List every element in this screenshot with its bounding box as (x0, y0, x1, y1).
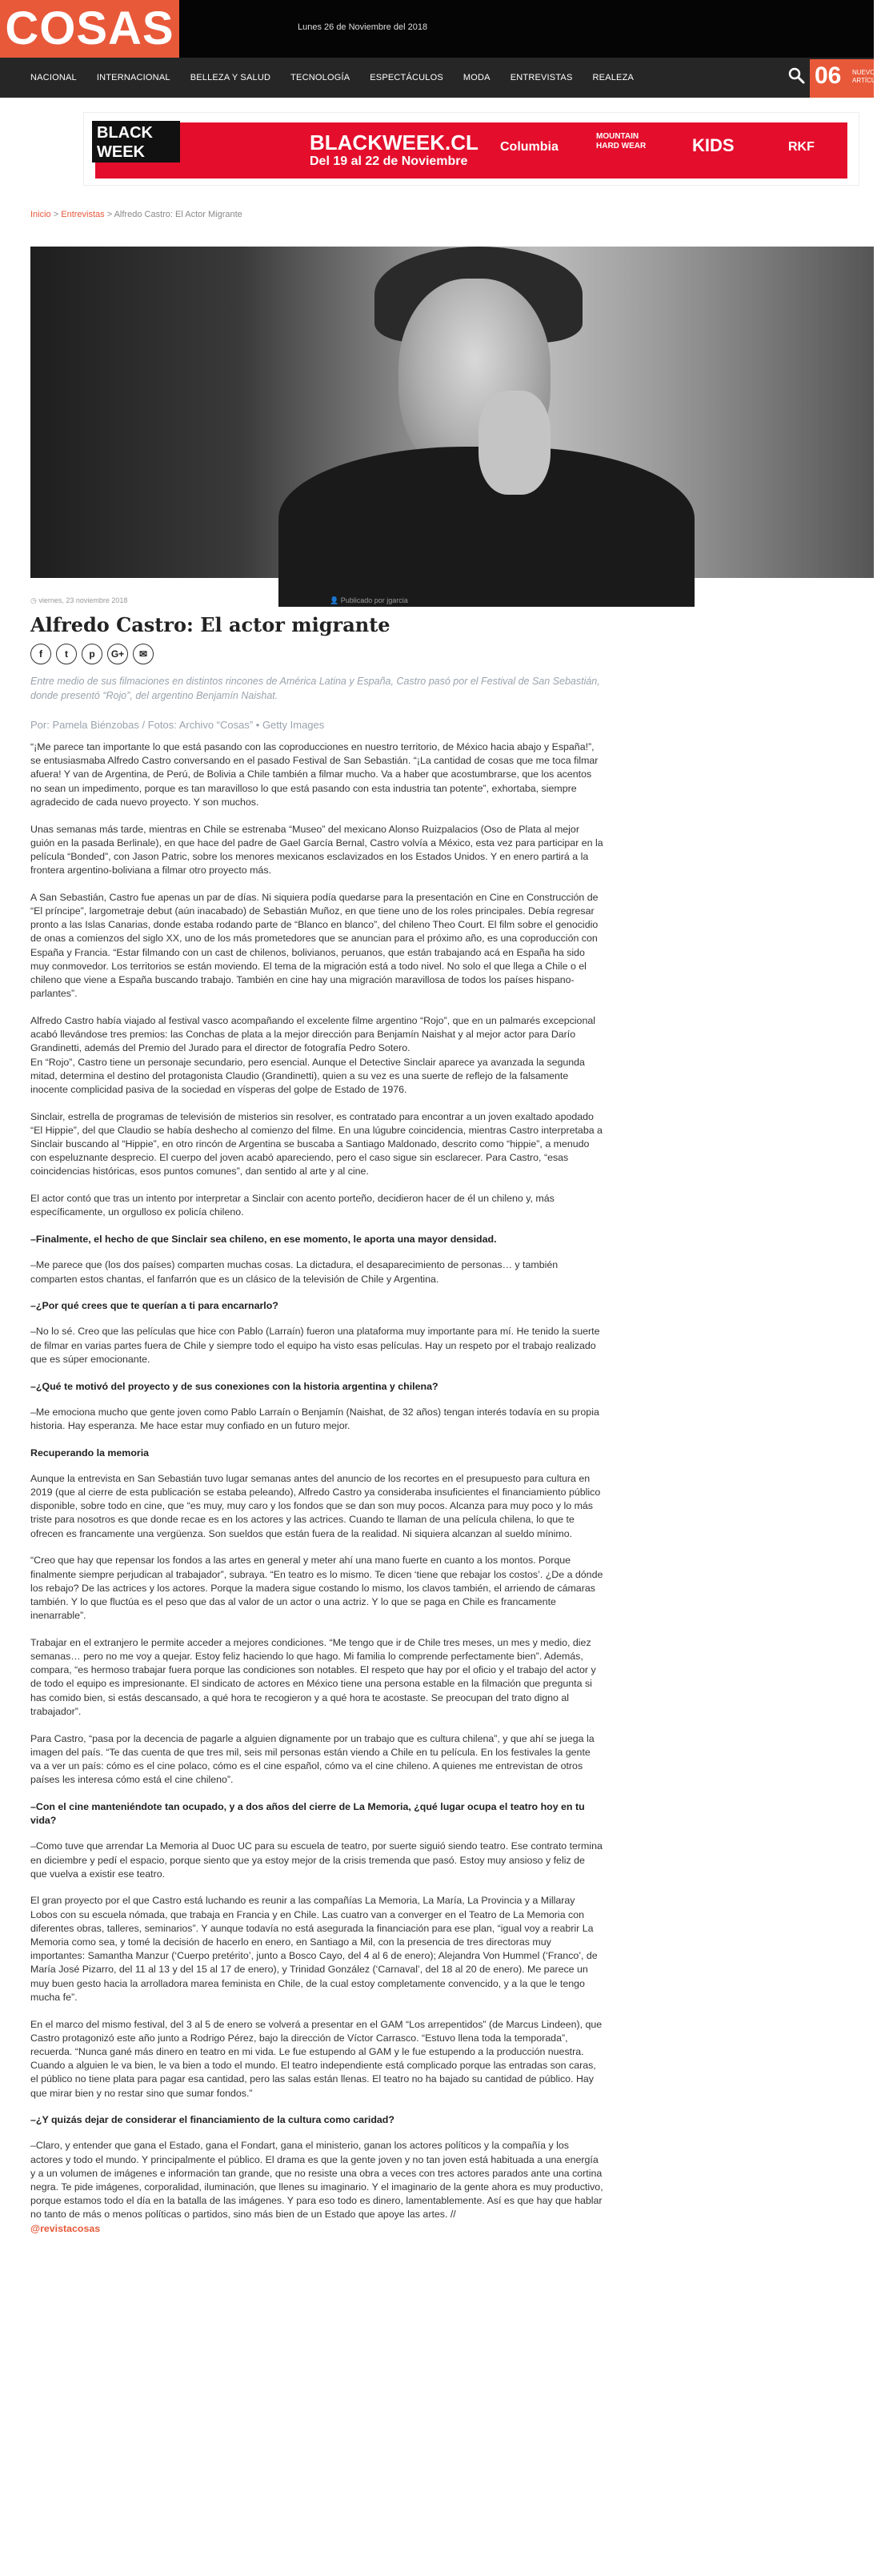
pinterest-icon[interactable]: p (82, 644, 102, 664)
breadcrumb (30, 210, 242, 219)
nav-internacional[interactable]: INTERNACIONAL (96, 73, 170, 82)
nav-belleza-salud[interactable]: BELLEZA Y SALUD (190, 73, 271, 82)
hero-photo-detail (479, 391, 551, 495)
new-articles-count: 06 (815, 62, 842, 89)
breadcrumb-separator: > (50, 210, 62, 219)
new-articles-badge[interactable] (810, 59, 889, 98)
article-question: Recuperando la memoria (30, 1446, 150, 1459)
brand-mountain-hardwear: MOUNTAIN HARD WEAR (596, 132, 647, 150)
article-paragraph: “¡Me parece tan importante lo que está pasando con las coproducciones en nuestro territorio, de México hacia abajo y España!”, se entusiasmaba Alfredo Castro conversando en el pasado Festival de San Sebastián. “¡La cantidad de cosas que me toca filmar afuera! Y van de Argentina, de Perú, de Bolivia a Chile también a filmar mucho. Va a haber que acostumbrarse, que los acentos no sean un impedimento, porque es tan maravilloso lo que está pasando con esta industria tan potente”, exhortaba, siempre agradecido de cada nuevo proyecto. Y son muchos. (30, 741, 599, 808)
article-paragraph: –Me emociona mucho que gente joven como Pablo Larraín o Benjamín (Naishat, de 32 años) tengan interés todavía en su propia historia. Hay esperanza. Me hace estar muy confiado en un futuro mejor. (30, 1406, 599, 1431)
article-paragraph: Para Castro, “pasa por la decencia de pagarle a alguien dignamente por un trabajo que es cultura chilena”, y que ahí se juega la imagen del país. “Te das cuenta de que tres mil, seis mil personas están viendo a Chile en tu película. En los festivales la gente va a ver un país: cómo es el cine polaco, cómo es el cine español, cómo va el cine chileno. A quienes me entrevistan de otros países les interesa cómo está el cine chileno”. (30, 1732, 595, 1786)
article-paragraph: A San Sebastián, Castro fue apenas un par de días. Ni siquiera podía quedarse para la presentación en Cine en Construcción de “El príncipe”, largometraje debut (aún inacabado) de Sebastián Muñoz, en que tiene uno de los roles principales. Debía regresar pronto a las Islas Canarias, donde estaba rodando parte de “Blanco en blanco”, del chileno Theo Court. El film sobre el genocidio de onas a comienzos del siglo XX, uno de los más prometedores que se anuncian para el próximo año, es una coproducción con España y Francia. “Estar filmando con un cast de chilenos, bolivianos, peruanos, que están trabajando acá en España ha sido muy conmovedor. Los territorios se están moviendo. El tema de la migración está a todo nivel. No solo el que llega a Chile o el chileno que viene a España buscando trabajo. También en cine hay una migración maravillosa de todos los países hispano-parlantes”. (30, 891, 599, 1000)
black-week-logo: BLACK WEEK (92, 121, 180, 163)
brand-kids: KIDS (692, 135, 735, 155)
article-paragraph: Aunque la entrevista en San Sebastián tuvo lugar semanas antes del anuncio de los recortes en el presupuesto para cultura en 2019 (que al cierre de esta publicación se estaba peleando), Alfredo Castro ya consideraba insuficientes el financiamiento público disponible, sobre todo en cine, que “es muy, muy caro y los fondos que se dan son muy pocos. Alcanza para muy poco y lo más triste para nosotros es que donde recae es en los actores y las actrices. Cuando te llaman de una película chilena, lo que te ofrecen es francamente una vergüenza. Son sueldos que están fuera de la realidad. Ni siquiera alcanzan al sueldo mínimo. (30, 1472, 601, 1539)
article-paragraph: En el marco del mismo festival, del 3 al 5 de enero se volverá a presentar en el GAM “Los arrepentidos” (de Marcus Lindeen), que Castro protagonizó este año junto a Rodrigo Pérez, bajo la dirección de Víctor Carrasco. “Estuvo llena toda la temporada”, recuerda. “Nunca gané más dinero en teatro en mi vida. Le fue estupendo al GAM y le fue estupendo a la producción nuestra. Cuando a alguien le va bien, le va bien a todo el mundo. El teatro independiente está complicado porque las entradas son caras, el público no tiene plata para pagar esa cantidad, pero las salas están llenas. El teatro no ha bajado su cantidad de público. Hay que mirar bien y no restar sino que sumar fondos.” (30, 2018, 603, 2099)
article-body (30, 740, 603, 2249)
nav-espectaculos[interactable]: ESPECTÁCULOS (370, 73, 443, 82)
article-paragraph: –Claro, y entender que gana el Estado, gana el Fondart, gana el ministerio, ganan los actores políticos y la compañía y los actores y todo el mundo. Y principalmente el público. El drama es que la gente joven y no tan joven está habituada a una energía y a un volumen de imágenes e información tan grande, que no resiste una obra a veces con tres actores parados ante una cortina negra. Te pide imágenes, corporalidad, iluminación, que llenes su imaginario. Y el imaginario de la gente ahora es muy productivo, porque estamos todo el día en la batalla de las imágenes. Y para eso todo es dinero, lamentablemente. Así es que hay que hablar no tanto de más o menos políticas o partidos, sino más bien de un Estado que apoye las artes. // (30, 2140, 603, 2221)
article-paragraph: El actor contó que tras un intento por interpretar a Sinclair con acento porteño, decidieron hacer de él un chileno y, más específicamente, un orgulloso ex policía chileno. (30, 1193, 555, 1218)
nav-moda[interactable]: MODA (463, 73, 491, 82)
article-lead: Entre medio de sus filmaciones en distintos rincones de América Latina y España, Castro pasó por el Festival de San Sebastián, donde presentó “Rojo”, del argentino Benjamín Naishat. (30, 676, 600, 701)
ad-site: BLACKWEEK.CL (310, 130, 479, 154)
article-question: –Finalmente, el hecho de que Sinclair sea chileno, en ese momento, le aporta una mayor densidad. (30, 1234, 497, 1246)
article-paragraph: Alfredo Castro había viajado al festival vasco acompañando el excelente filme argentino “Rojo”, que en un palmarés excepcional acabó llevándose tres premios: las Conchas de plata a la mejor dirección para Benjamín Naishat y al mejor actor para Darío Grandinetti, además del Premio del Jurado para el director de fotografía Pedro Sotero. En “Rojo”, Castro tiene un personaje secundario, pero esencial. Aunque el Detective Sinclair aparece ya avanzada la segunda mitad, determina el destino del protagonista Claudio (Grandinetti), quien a su vez es una suerte de reflejo de la falsamente inocente complicidad pasiva de la sociedad en vísperas del golpe de Estado de 1976. (30, 1014, 595, 1095)
twitter-icon[interactable]: t (56, 644, 77, 664)
article-paragraph: –Como tuve que arrendar La Memoria al Duoc UC para su escuela de teatro, por suerte siguió siendo teatro. Ese contrato termina en diciembre y pedí el espacio, porque siento que ya estoy mejor de la crisis tremenda que pasó. Estoy muy ansioso y feliz de que vuelva a existir ese teatro. (30, 1840, 603, 1880)
breadcrumb-home[interactable]: Inicio (30, 210, 51, 219)
nav-entrevistas[interactable]: ENTREVISTAS (510, 73, 573, 82)
article-paragraph: –Me parece que (los dos países) comparten muchas cosas. La dictadura, el desaparecimiento de personas… y también comparten estos chantas, el fanfarrón que es un clásico de la televisión de Chile y Argentina. (30, 1259, 559, 1285)
share-buttons (30, 644, 158, 664)
brand-rkf: RKF (788, 140, 815, 154)
current-date: Lunes 26 de Noviembre del 2018 (298, 22, 428, 32)
google-plus-icon[interactable]: G+ (107, 644, 128, 664)
article-paragraph: “Creo que hay que repensar los fondos a las artes en general y meter ahí una mano fuerte en cuanto a los montos. Porque finalmente siempre perjudican al trabajador”, subraya. “En teatro es lo mismo. Te dicen ‘tiene que rebajar los costos’. ¿De a dónde los rebajo? De las actrices y los actores. Porque la madera sigue costando lo mismo, los clavos también, el arriendo de cámaras también. Y lo que fluctúa es el peso que das al valor de un actor o una actriz. Y lo que se paga en Chile es francamente inenarrable”. (30, 1555, 603, 1622)
breadcrumb-separator: > (104, 210, 114, 219)
site-logo[interactable]: COSAS (0, 0, 179, 58)
email-icon[interactable]: ✉ (133, 644, 154, 664)
ad-dates: Del 19 al 22 de Noviembre (310, 154, 468, 168)
article-paragraph: Sinclair, estrella de programas de televisión de misterios sin resolver, es contratado para encontrar a un joven exaltado apodado “El Hippie”, del que Claudio se había deshecho al comienzo del filme. En una lúgubre coincidencia, mientras Castro interpretaba a Sinclair buscando al “Hippie”, en otro rincón de Argentina se buscaba a Santiago Maldonado, descrito como “hippie”, a menudo con espeluznante desprecio. El cuerpo del joven acabó apareciendo, pero el caso sigue sin esclarecer. Para Castro, “esas coincidencias históricas, esos puntos comunes”, dan sentido al arte y al cine. (30, 1110, 603, 1178)
top-bar (0, 0, 874, 58)
article-question: –Con el cine manteniéndote tan ocupado, y a dos años del cierre de La Memoria, ¿qué lugar ocupa el teatro hoy en tu vida? (30, 1800, 585, 1827)
nav-realeza[interactable]: REALEZA (592, 73, 635, 82)
facebook-icon[interactable]: f (30, 644, 51, 664)
article-title: Alfredo Castro: El actor migrante (30, 613, 390, 636)
article-date (30, 596, 127, 605)
breadcrumb-current: Alfredo Castro: El Actor Migrante (114, 210, 242, 219)
article-question: –¿Qué te motivó del proyecto y de sus conexiones con la historia argentina y chilena? (30, 1380, 438, 1392)
article-paragraph: El gran proyecto por el que Castro está luchando es reunir a las compañías La Memoria, La María, La Provincia y a Millaray Lobos con su escuela nómada, que trabaja en Francia y en Chile. Las cuatro van a converger en el Teatro de La Memoria con diferentes obras, talleres, seminarios”. Y aunque todavía no está asegurada la financiación para ese plan, “igual voy a reabrir La Memoria como sea, y tomé la decisión de hacerlo en enero, en Santiago a Mil, con la presencia de tres directoras muy importantes: Samantha Manzur (‘Cuerpo pretérito’, junto a Bosco Cayo, del 4 al 6 de enero); Alejandra Von Hummel (‘Franco’, de María José Pizarro, del 11 al 13 y del 15 al 17 de enero), y Trinidad González (‘Carnaval’, del 18 al 20 de enero). Me parece un muy buen gesto hacia la arrolladora marea feminista en Chile, de la cual estoy completamente convencido, y a la que le tengo mucha fe”. (30, 1895, 598, 2003)
article-paragraph: Unas semanas más tarde, mientras en Chile se estrenaba “Museo” del mexicano Alonso Ruizpalacios (Oso de Plata al mejor guión en la pasada Berlinale), en que hace del padre de Gael García Bernal, Castro volvía a México, esta vez para participar en la película “Bonded”, con Jason Patric, sobre los menores mexicanos esclavizados en los Estados Unidos. Y en enero partirá a la frontera argentino-boliviana a filmar otro proyecto más. (30, 823, 603, 877)
article-tag[interactable]: @revistacosas (30, 2223, 101, 2235)
main-nav (0, 58, 889, 98)
nav-items (30, 58, 654, 98)
hero-photo (30, 247, 874, 578)
brand-columbia: Columbia (500, 140, 559, 154)
article-author-text: Publicado por jgarcia (340, 596, 408, 604)
article-author (330, 596, 408, 605)
clock-icon: ◷ (30, 596, 39, 604)
article-paragraph: –No lo sé. Creo que las películas que hice con Pablo (Larraín) fueron una plataforma muy importante para mí. He tenido la suerte de filmar en varias partes fuera de Chile y siempre todo el equipo ha visto esas películas. Hay un respeto por el trabajo realizado que es súper emocionante. (30, 1326, 600, 1365)
article-byline: Por: Pamela Biénzobas / Fotos: Archivo “Cosas” • Getty Images (30, 719, 325, 731)
search-icon[interactable] (787, 66, 806, 85)
nav-tecnologia[interactable]: TECNOLOGÍA (290, 73, 350, 82)
article-paragraph: Trabajar en el extranjero le permite acceder a mejores condiciones. “Me tengo que ir de Chile tres meses, un mes y medio, diez semanas… pero no me voy a quejar. Estoy feliz haciendo lo que hago. Mi familia lo comprende perfectamente bien”. Además, compara, “es hermoso trabajar fuera porque las condiciones son notables. El respeto que hay por el oficio y el trabajo del actor y de todo el equipo es impresionante. El sindicato de actores en México tiene una persona estable en la filmación que pregunta si has comido bien, si estás descansado, a qué hora te recogieron y a qué hora te acostaste. Se preocupan del trato digno al trabajador”. (30, 1636, 596, 1717)
article-question: –¿Por qué crees que te querían a ti para encarnarlo? (30, 1300, 278, 1312)
breadcrumb-section[interactable]: Entrevistas (61, 210, 105, 219)
nav-nacional[interactable]: NACIONAL (30, 73, 77, 82)
user-icon: 👤 (330, 596, 341, 604)
new-articles-label: NUEVOS ARTÍCULOS (852, 69, 889, 84)
ad-banner[interactable] (83, 112, 859, 186)
article-question: –¿Y quizás dejar de considerar el financiamiento de la cultura como caridad? (30, 2114, 394, 2126)
article-date-text: viernes, 23 noviembre 2018 (38, 596, 128, 604)
